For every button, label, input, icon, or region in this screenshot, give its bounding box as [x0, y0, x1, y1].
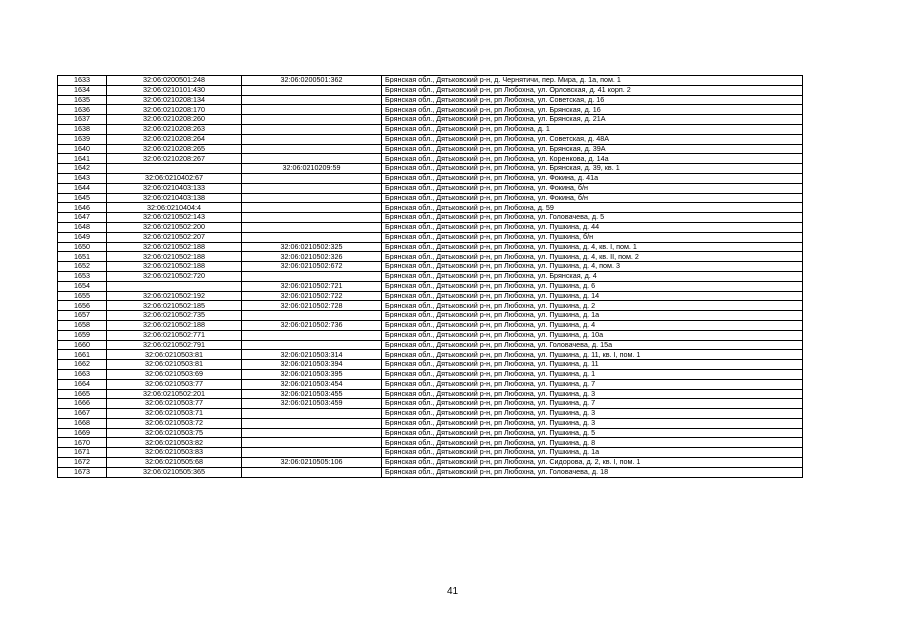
table-row — [58, 448, 803, 458]
row-number-cell: 1656 — [58, 301, 107, 311]
table-row — [58, 76, 803, 86]
table-row — [58, 301, 803, 311]
table-row — [58, 242, 803, 252]
row-number-cell: 1641 — [58, 154, 107, 164]
cadastral-number-cell: 32:06:0210403:133 — [107, 183, 242, 193]
page-number: 41 — [446, 586, 459, 597]
table-row — [58, 458, 803, 468]
premises-cadastral-number-cell: 32:06:0210502:728 — [242, 301, 382, 311]
row-number-cell: 1635 — [58, 95, 107, 105]
premises-cadastral-number-cell: 32:06:0210502:326 — [242, 252, 382, 262]
row-number-cell: 1643 — [58, 173, 107, 183]
table-row — [58, 154, 803, 164]
premises-cadastral-number-cell: 32:06:0210502:736 — [242, 320, 382, 330]
row-number-cell: 1651 — [58, 252, 107, 262]
premises-cadastral-number-cell — [242, 173, 382, 183]
table-row — [58, 399, 803, 409]
row-number-cell: 1655 — [58, 291, 107, 301]
row-number-cell: 1636 — [58, 105, 107, 115]
address-cell: Брянская обл., Дятьковский р-н, рп Любохна, ул. Пушкина, д. 3 — [382, 409, 803, 419]
address-cell: Брянская обл., Дятьковский р-н, рп Любохна, ул. Головачева, д. 18 — [382, 467, 803, 477]
table-row — [58, 213, 803, 223]
cadastral-number-cell: 32:06:0210505:365 — [107, 467, 242, 477]
address-cell: Брянская обл., Дятьковский р-н, рп Любохна, ул. Пушкина, д. 4 — [382, 320, 803, 330]
table-row — [58, 183, 803, 193]
cadastral-number-cell: 32:06:0210502:188 — [107, 252, 242, 262]
table-row — [58, 95, 803, 105]
premises-cadastral-number-cell — [242, 213, 382, 223]
premises-cadastral-number-cell — [242, 203, 382, 213]
cadastral-number-cell: 32:06:0210502:200 — [107, 222, 242, 232]
cadastral-number-cell: 32:06:0210208:264 — [107, 134, 242, 144]
address-cell: Брянская обл., Дятьковский р-н, рп Любохна, ул. Пушкина, д. 3 — [382, 389, 803, 399]
property-table — [57, 75, 803, 478]
table-row — [58, 134, 803, 144]
row-number-cell: 1669 — [58, 428, 107, 438]
cadastral-number-cell: 32:06:0210502:791 — [107, 340, 242, 350]
table-row — [58, 330, 803, 340]
table-row — [58, 320, 803, 330]
cadastral-number-cell: 32:06:0210402:67 — [107, 173, 242, 183]
premises-cadastral-number-cell — [242, 311, 382, 321]
address-cell: Брянская обл., Дятьковский р-н, рп Любохна, ул. Пушкина, д. 11, кв. I, пом. 1 — [382, 350, 803, 360]
premises-cadastral-number-cell — [242, 340, 382, 350]
row-number-cell: 1659 — [58, 330, 107, 340]
cadastral-number-cell — [107, 281, 242, 291]
row-number-cell: 1671 — [58, 448, 107, 458]
row-number-cell: 1662 — [58, 360, 107, 370]
table-row — [58, 203, 803, 213]
table-row — [58, 467, 803, 477]
cadastral-number-cell: 32:06:0210505:68 — [107, 458, 242, 468]
premises-cadastral-number-cell — [242, 409, 382, 419]
cadastral-number-cell: 32:06:0210502:143 — [107, 213, 242, 223]
cadastral-number-cell: 32:06:0210208:134 — [107, 95, 242, 105]
address-cell: Брянская обл., Дятьковский р-н, рп Любохна, ул. Пушкина, д. 4, кв. I, пом. 1 — [382, 242, 803, 252]
row-number-cell: 1668 — [58, 418, 107, 428]
table-row — [58, 262, 803, 272]
table-row — [58, 85, 803, 95]
address-cell: Брянская обл., Дятьковский р-н, рп Любохна, ул. Фокина, б/н — [382, 183, 803, 193]
premises-cadastral-number-cell — [242, 271, 382, 281]
table-row — [58, 193, 803, 203]
premises-cadastral-number-cell — [242, 428, 382, 438]
cadastral-number-cell: 32:06:0210503:81 — [107, 350, 242, 360]
table-row — [58, 350, 803, 360]
cadastral-number-cell: 32:06:0210503:71 — [107, 409, 242, 419]
address-cell: Брянская обл., Дятьковский р-н, рп Любохна, ул. Коренкова, д. 14а — [382, 154, 803, 164]
row-number-cell: 1664 — [58, 379, 107, 389]
premises-cadastral-number-cell — [242, 448, 382, 458]
row-number-cell: 1670 — [58, 438, 107, 448]
table-row — [58, 409, 803, 419]
row-number-cell: 1634 — [58, 85, 107, 95]
address-cell: Брянская обл., Дятьковский р-н, рп Любохна, ул. Пушкина, б/н — [382, 232, 803, 242]
table-row — [58, 124, 803, 134]
table-body — [58, 76, 803, 478]
cadastral-number-cell: 32:06:0210208:260 — [107, 115, 242, 125]
address-cell: Брянская обл., Дятьковский р-н, рп Любохна, ул. Советская, д. 16 — [382, 95, 803, 105]
table-row — [58, 311, 803, 321]
cadastral-number-cell: 32:06:0210503:77 — [107, 399, 242, 409]
row-number-cell: 1650 — [58, 242, 107, 252]
address-cell: Брянская обл., Дятьковский р-н, рп Любохна, д. 1 — [382, 124, 803, 134]
premises-cadastral-number-cell — [242, 134, 382, 144]
premises-cadastral-number-cell — [242, 330, 382, 340]
address-cell: Брянская обл., Дятьковский р-н, рп Любохна, ул. Орловская, д. 41 корп. 2 — [382, 85, 803, 95]
row-number-cell: 1647 — [58, 213, 107, 223]
address-cell: Брянская обл., Дятьковский р-н, рп Любохна, ул. Пушкина, д. 1а — [382, 311, 803, 321]
address-cell: Брянская обл., Дятьковский р-н, рп Любохна, ул. Пушкина, д. 2 — [382, 301, 803, 311]
premises-cadastral-number-cell — [242, 144, 382, 154]
table-row — [58, 232, 803, 242]
premises-cadastral-number-cell — [242, 124, 382, 134]
premises-cadastral-number-cell: 32:06:0210503:454 — [242, 379, 382, 389]
table-row — [58, 105, 803, 115]
row-number-cell: 1653 — [58, 271, 107, 281]
address-cell: Брянская обл., Дятьковский р-н, рп Любохна, ул. Пушкина, д. 4, пом. 3 — [382, 262, 803, 272]
address-cell: Брянская обл., Дятьковский р-н, рп Любохна, ул. Пушкина, д. 6 — [382, 281, 803, 291]
table-row — [58, 340, 803, 350]
row-number-cell: 1644 — [58, 183, 107, 193]
row-number-cell: 1637 — [58, 115, 107, 125]
row-number-cell: 1672 — [58, 458, 107, 468]
premises-cadastral-number-cell — [242, 193, 382, 203]
table-row — [58, 281, 803, 291]
row-number-cell: 1654 — [58, 281, 107, 291]
cadastral-number-cell: 32:06:0210503:83 — [107, 448, 242, 458]
premises-cadastral-number-cell — [242, 232, 382, 242]
address-cell: Брянская обл., Дятьковский р-н, рп Любохна, ул. Пушкина, д. 1 — [382, 369, 803, 379]
address-cell: Брянская обл., Дятьковский р-н, рп Любохна, ул. Пушкина, д. 7 — [382, 379, 803, 389]
address-cell: Брянская обл., Дятьковский р-н, рп Любохна, ул. Брянская, д. 39, кв. 1 — [382, 164, 803, 174]
table-row — [58, 291, 803, 301]
table-row — [58, 164, 803, 174]
row-number-cell: 1673 — [58, 467, 107, 477]
premises-cadastral-number-cell — [242, 95, 382, 105]
address-cell: Брянская обл., Дятьковский р-н, рп Любохна, ул. Пушкина, д. 14 — [382, 291, 803, 301]
row-number-cell: 1661 — [58, 350, 107, 360]
row-number-cell: 1646 — [58, 203, 107, 213]
cadastral-number-cell: 32:06:0210208:170 — [107, 105, 242, 115]
cadastral-number-cell: 32:06:0210404:4 — [107, 203, 242, 213]
address-cell: Брянская обл., Дятьковский р-н, рп Любохна, ул. Сидорова, д. 2, кв. I, пом. 1 — [382, 458, 803, 468]
premises-cadastral-number-cell — [242, 154, 382, 164]
row-number-cell: 1657 — [58, 311, 107, 321]
premises-cadastral-number-cell — [242, 115, 382, 125]
cadastral-number-cell: 32:06:0210403:138 — [107, 193, 242, 203]
row-number-cell: 1658 — [58, 320, 107, 330]
row-number-cell: 1665 — [58, 389, 107, 399]
address-cell: Брянская обл., Дятьковский р-н, рп Любохна, ул. Пушкина, д. 10а — [382, 330, 803, 340]
premises-cadastral-number-cell — [242, 222, 382, 232]
premises-cadastral-number-cell: 32:06:0210503:459 — [242, 399, 382, 409]
cadastral-number-cell: 32:06:0210502:201 — [107, 389, 242, 399]
address-cell: Брянская обл., Дятьковский р-н, рп Любохна, ул. Пушкина, д. 8 — [382, 438, 803, 448]
premises-cadastral-number-cell: 32:06:0210502:721 — [242, 281, 382, 291]
premises-cadastral-number-cell: 32:06:0210503:455 — [242, 389, 382, 399]
premises-cadastral-number-cell — [242, 467, 382, 477]
premises-cadastral-number-cell — [242, 418, 382, 428]
row-number-cell: 1639 — [58, 134, 107, 144]
cadastral-number-cell: 32:06:0210503:75 — [107, 428, 242, 438]
premises-cadastral-number-cell — [242, 438, 382, 448]
address-cell: Брянская обл., Дятьковский р-н, рп Любохна, ул. Советская, д. 48А — [382, 134, 803, 144]
row-number-cell: 1660 — [58, 340, 107, 350]
address-cell: Брянская обл., Дятьковский р-н, рп Любохна, ул. Пушкина, д. 11 — [382, 360, 803, 370]
cadastral-number-cell: 32:06:0210208:267 — [107, 154, 242, 164]
table-row — [58, 222, 803, 232]
table-row — [58, 173, 803, 183]
cadastral-number-cell: 32:06:0210502:185 — [107, 301, 242, 311]
cadastral-number-cell: 32:06:0210208:263 — [107, 124, 242, 134]
table-row — [58, 360, 803, 370]
table-row — [58, 389, 803, 399]
premises-cadastral-number-cell — [242, 85, 382, 95]
cadastral-number-cell: 32:06:0210503:81 — [107, 360, 242, 370]
address-cell: Брянская обл., Дятьковский р-н, рп Любохна, ул. Пушкина, д. 1а — [382, 448, 803, 458]
address-cell: Брянская обл., Дятьковский р-н, рп Любохна, ул. Головачева, д. 15а — [382, 340, 803, 350]
table-row — [58, 418, 803, 428]
address-cell: Брянская обл., Дятьковский р-н, рп Любохна, ул. Пушкина, д. 4, кв. II, пом. 2 — [382, 252, 803, 262]
cadastral-number-cell: 32:06:0210502:207 — [107, 232, 242, 242]
row-number-cell: 1645 — [58, 193, 107, 203]
address-cell: Брянская обл., Дятьковский р-н, рп Любохна, ул. Пушкина, д. 3 — [382, 418, 803, 428]
row-number-cell: 1652 — [58, 262, 107, 272]
cadastral-number-cell — [107, 164, 242, 174]
table-row — [58, 369, 803, 379]
premises-cadastral-number-cell: 32:06:0210503:314 — [242, 350, 382, 360]
row-number-cell: 1649 — [58, 232, 107, 242]
premises-cadastral-number-cell — [242, 183, 382, 193]
cadastral-number-cell: 32:06:0210503:72 — [107, 418, 242, 428]
address-cell: Брянская обл., Дятьковский р-н, рп Любохна, ул. Фокина, б/н — [382, 193, 803, 203]
row-number-cell: 1663 — [58, 369, 107, 379]
address-cell: Брянская обл., Дятьковский р-н, рп Любохна, ул. Пушкина, д. 44 — [382, 222, 803, 232]
table-row — [58, 252, 803, 262]
row-number-cell: 1648 — [58, 222, 107, 232]
cadastral-number-cell: 32:06:0210502:192 — [107, 291, 242, 301]
premises-cadastral-number-cell: 32:06:0210502:325 — [242, 242, 382, 252]
premises-cadastral-number-cell — [242, 105, 382, 115]
row-number-cell: 1666 — [58, 399, 107, 409]
premises-cadastral-number-cell: 32:06:0210503:394 — [242, 360, 382, 370]
address-cell: Брянская обл., Дятьковский р-н, рп Любохна, ул. Фокина, д. 41а — [382, 173, 803, 183]
cadastral-number-cell: 32:06:0210502:188 — [107, 262, 242, 272]
row-number-cell: 1642 — [58, 164, 107, 174]
premises-cadastral-number-cell: 32:06:0210209:59 — [242, 164, 382, 174]
cadastral-number-cell: 32:06:0210502:188 — [107, 320, 242, 330]
row-number-cell: 1633 — [58, 76, 107, 86]
address-cell: Брянская обл., Дятьковский р-н, рп Любохна, ул. Пушкина, д. 5 — [382, 428, 803, 438]
premises-cadastral-number-cell: 32:06:0210502:722 — [242, 291, 382, 301]
row-number-cell: 1638 — [58, 124, 107, 134]
cadastral-number-cell: 32:06:0200501:248 — [107, 76, 242, 86]
cadastral-number-cell: 32:06:0210502:735 — [107, 311, 242, 321]
table-row — [58, 115, 803, 125]
cadastral-number-cell: 32:06:0210101:430 — [107, 85, 242, 95]
table-row — [58, 428, 803, 438]
row-number-cell: 1667 — [58, 409, 107, 419]
address-cell: Брянская обл., Дятьковский р-н, рп Любохна, ул. Пушкина, д. 7 — [382, 399, 803, 409]
premises-cadastral-number-cell: 32:06:0210503:395 — [242, 369, 382, 379]
row-number-cell: 1640 — [58, 144, 107, 154]
cadastral-number-cell: 32:06:0210502:771 — [107, 330, 242, 340]
cadastral-number-cell: 32:06:0210208:265 — [107, 144, 242, 154]
address-cell: Брянская обл., Дятьковский р-н, рп Любохна, ул. Брянская, д. 39А — [382, 144, 803, 154]
address-cell: Брянская обл., Дятьковский р-н, д. Чернятичи, пер. Мира, д. 1а, пом. 1 — [382, 76, 803, 86]
address-cell: Брянская обл., Дятьковский р-н, рп Любохна, д. 59 — [382, 203, 803, 213]
cadastral-number-cell: 32:06:0210502:720 — [107, 271, 242, 281]
cadastral-number-cell: 32:06:0210502:188 — [107, 242, 242, 252]
premises-cadastral-number-cell: 32:06:0210502:672 — [242, 262, 382, 272]
table-row — [58, 438, 803, 448]
premises-cadastral-number-cell: 32:06:0200501:362 — [242, 76, 382, 86]
address-cell: Брянская обл., Дятьковский р-н, рп Любохна, ул. Головачева, д. 5 — [382, 213, 803, 223]
address-cell: Брянская обл., Дятьковский р-н, рп Любохна, ул. Брянская, д. 16 — [382, 105, 803, 115]
table-row — [58, 271, 803, 281]
table-row — [58, 144, 803, 154]
table-row — [58, 379, 803, 389]
cadastral-number-cell: 32:06:0210503:82 — [107, 438, 242, 448]
address-cell: Брянская обл., Дятьковский р-н, рп Любохна, ул. Брянская, д. 4 — [382, 271, 803, 281]
address-cell: Брянская обл., Дятьковский р-н, рп Любохна, ул. Брянская, д. 21А — [382, 115, 803, 125]
cadastral-number-cell: 32:06:0210503:69 — [107, 369, 242, 379]
cadastral-number-cell: 32:06:0210503:77 — [107, 379, 242, 389]
premises-cadastral-number-cell: 32:06:0210505:106 — [242, 458, 382, 468]
